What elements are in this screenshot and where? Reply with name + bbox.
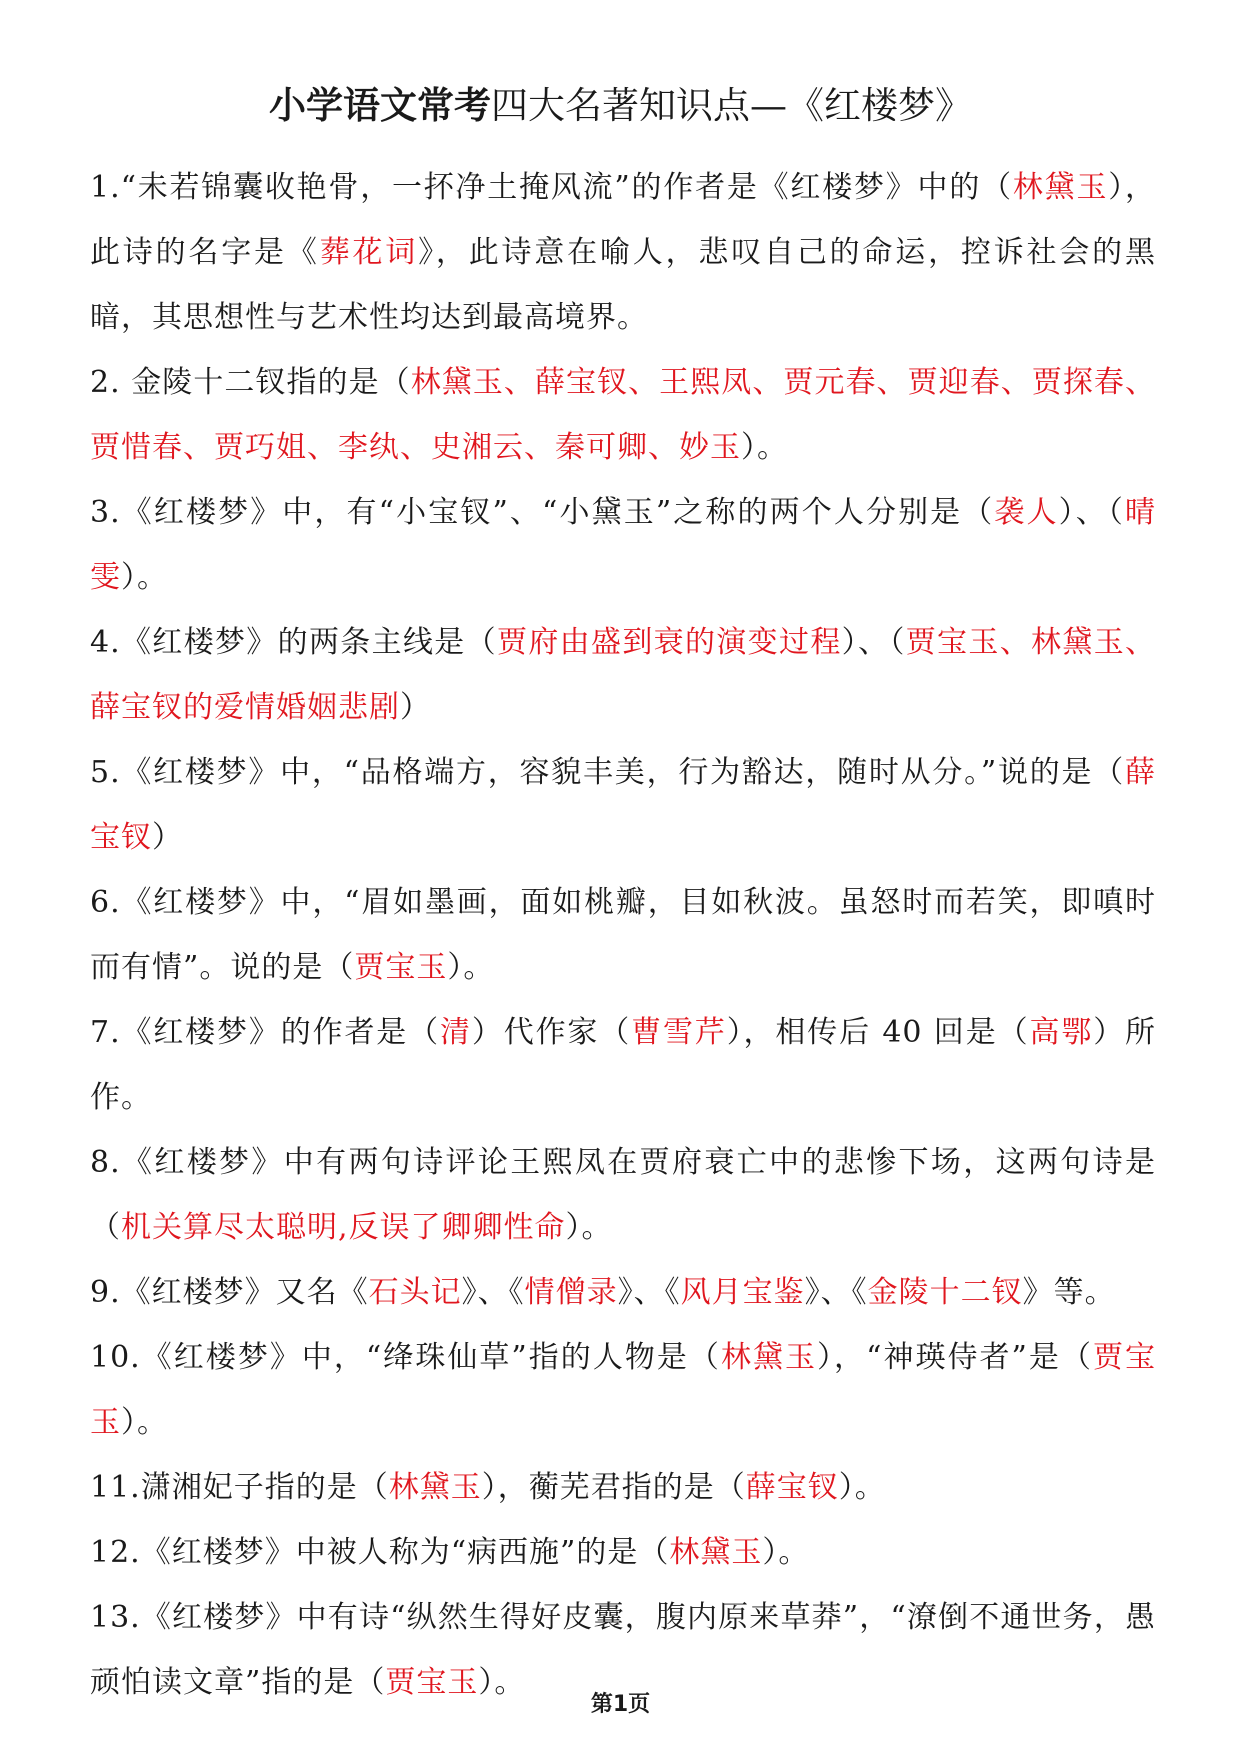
text-segment: ）。 [121,1405,168,1440]
text-segment: 11.潇湘妃子指的是（ [90,1470,389,1505]
answer-text: 晴雯 [90,495,1157,595]
text-segment: 7.《红楼梦》的作者是（ [90,1015,440,1050]
page-title-bold: 小学语文常考 [269,84,491,127]
answer-text: 林黛玉、薛宝钗、王熙凤、贾元春、贾迎春、贾探春、贾惜春、贾巧姐、李纨、史湘云、秦可卿、妙玉 [90,365,1156,465]
text-segment: 4.《红楼梦》的两条主线是（ [90,625,497,660]
answer-text: 林黛玉 [1012,170,1109,205]
text-segment: 10.《红楼梦》中，“绛珠仙草”指的人物是（ [90,1340,721,1375]
answer-text: 贾宝玉 [385,1665,479,1700]
question-item [90,350,1156,480]
question-item [90,1000,1156,1130]
question-item [90,155,1156,350]
question-item [90,1260,1156,1325]
answer-text: 曹雪芹 [631,1015,727,1050]
text-segment: 13.《红楼梦》中有诗“纵然生得好皮囊，腹内原来草莽”，“潦倒不通世务，愚顽怕读文章”指的是（ [90,1600,1156,1700]
text-segment: ） [152,820,183,855]
answer-text: 林黛玉 [669,1535,763,1570]
text-segment: 》等。 [1022,1275,1116,1310]
text-segment: 》、《 [617,1275,681,1310]
answer-text: 葬花词 [319,235,419,270]
text-segment: ），此诗的名字是《 [90,170,1157,270]
text-segment: 5.《红楼梦》中，“品格端方，容貌丰美，行为豁达，随时从分。”说的是（ [90,755,1125,790]
answer-text: 清 [440,1015,472,1050]
answer-text: 石头记 [368,1275,462,1310]
text-segment: 2. 金陵十二钗指的是（ [90,365,411,400]
question-item [90,740,1156,870]
text-segment: 》、《 [461,1275,525,1310]
question-item [90,1130,1156,1260]
question-item [90,1455,1156,1520]
answer-text: 薛宝钗 [745,1470,839,1505]
text-segment: ）。 [565,1210,613,1245]
text-segment: ），“神瑛侍者”是（ [817,1340,1093,1375]
answer-text: 贾宝玉 [354,950,448,985]
answer-text: 高鄂 [1029,1015,1094,1050]
page-number: 第1页 [590,1692,651,1717]
question-item [90,610,1156,740]
answer-text: 贾宝玉、林黛玉、薛宝钗的爱情婚姻悲剧 [90,625,1157,725]
text-segment: 8.《红楼梦》中有两句诗评论王熙凤在贾府衰亡中的悲惨下场，这两句诗是（ [90,1145,1156,1245]
answer-text: 贾宝玉 [90,1340,1157,1440]
text-segment: 9.《红楼梦》又名《 [90,1275,369,1310]
page-title [0,76,1241,136]
answer-text: 薛宝钗 [90,755,1156,855]
text-segment: ）所作。 [90,1015,1157,1115]
answer-text: 机关算尽太聪明,反误了卿卿性命 [121,1210,566,1245]
text-segment: ） [400,690,431,725]
text-segment: ），蘅芜君指的是（ [481,1470,746,1505]
text-segment: ）。 [447,950,495,985]
text-segment: ）、（ [1058,495,1126,530]
text-segment: 1.“未若锦囊收艳骨，一抔净土掩风流”的作者是《红楼梦》中的（ [90,170,1013,205]
text-segment: 》、《 [804,1275,868,1310]
question-list [90,155,1156,1715]
question-item [90,870,1156,1000]
answer-text: 风月宝鉴 [680,1275,805,1310]
question-item [90,480,1156,610]
text-segment: 12.《红楼梦》中被人称为“病西施”的是（ [90,1535,670,1570]
answer-text: 林黛玉 [720,1340,818,1375]
answer-text: 林黛玉 [388,1470,482,1505]
text-segment: ）、（ [841,625,906,660]
text-segment: ）。 [762,1535,810,1570]
text-segment: ）。 [478,1665,526,1700]
answer-text: 袭人 [994,495,1059,530]
question-item [90,1520,1156,1585]
text-segment: ），相传后 40 回是（ [726,1015,1030,1050]
answer-text: 情僧录 [524,1275,618,1310]
text-segment: 》，此诗意在喻人，悲叹自己的命运，控诉社会的黑暗，其思想性与艺术性均达到最高境界。 [90,235,1156,335]
page-title-regular: 四大名著知识点—《红楼梦》 [491,84,972,127]
text-segment: ）代作家（ [471,1015,632,1050]
answer-text: 金陵十二钗 [867,1275,1023,1310]
question-item [90,1325,1156,1455]
text-segment: 3.《红楼梦》中，有“小宝钗”、“小黛玉”之称的两个人分别是（ [90,495,995,530]
text-segment: ）。 [838,1470,886,1505]
text-segment: ）。 [121,560,168,595]
answer-text: 贾府由盛到衰的演变过程 [496,625,842,660]
text-segment: ）。 [741,430,788,465]
text-segment: 6.《红楼梦》中，“眉如墨画，面如桃瓣，目如秋波。虽怒时而若笑，即嗔时而有情”。说的是（ [90,885,1156,985]
